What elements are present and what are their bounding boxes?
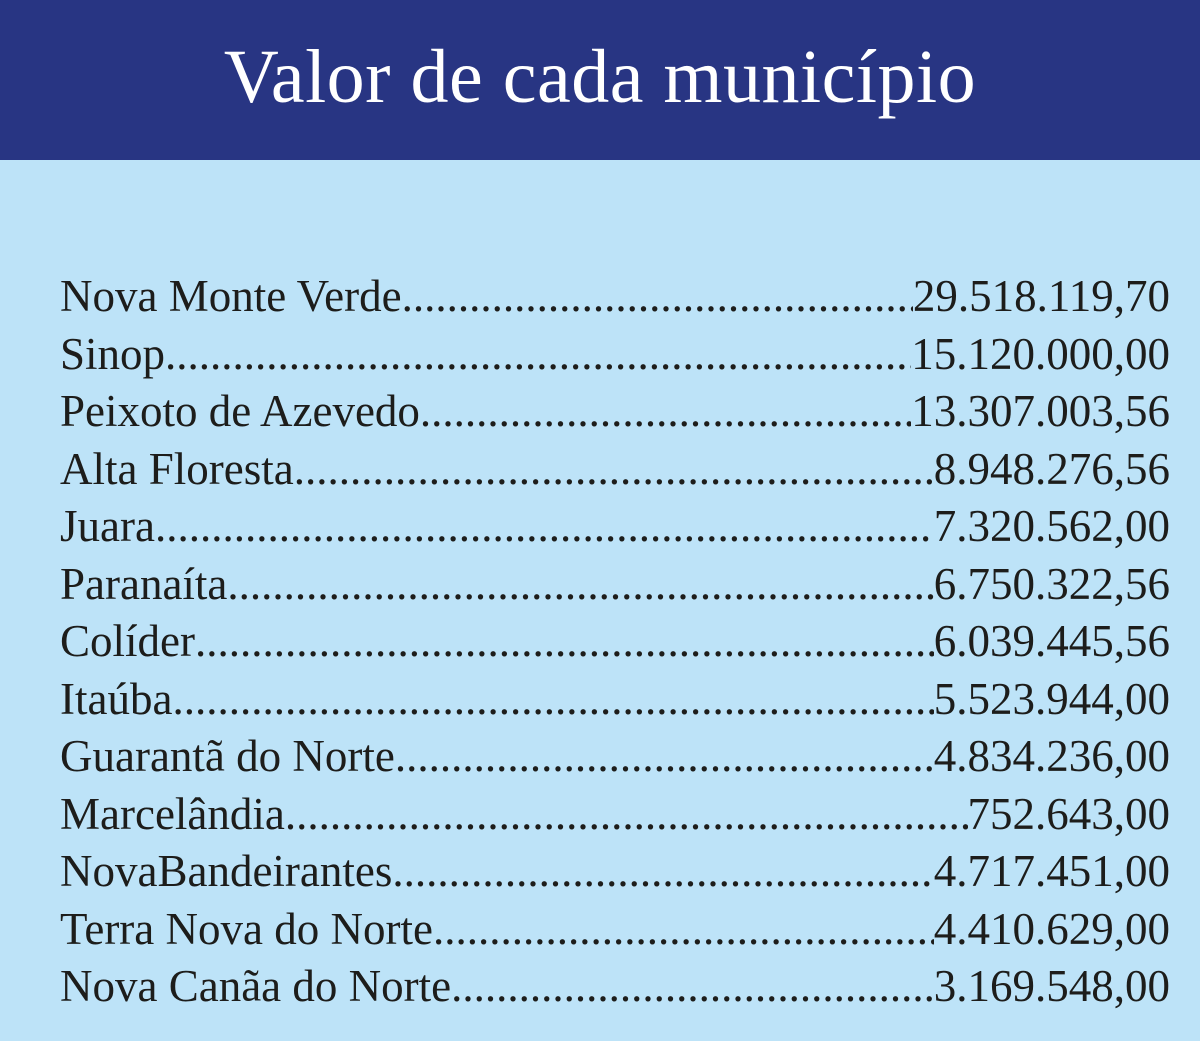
municipality-value: 13.307.003,56 — [911, 386, 1170, 436]
list-item — [60, 270, 1170, 328]
municipality-value: 4.717.451,00 — [933, 846, 1170, 896]
municipality-name: Marcelândia — [60, 788, 285, 839]
municipality-name: NovaBandeirantes — [60, 846, 393, 896]
page-title: Valor de cada município — [223, 35, 977, 119]
list-item — [60, 903, 1170, 961]
municipality-name: Alta Floresta — [60, 443, 294, 494]
list-item — [60, 500, 1170, 558]
list-item — [60, 615, 1170, 673]
municipality-value: 29.518.119,70 — [912, 271, 1170, 321]
municipality-name: Peixoto de Azevedo — [60, 386, 420, 436]
list-item — [60, 328, 1170, 386]
dot-leader — [195, 615, 934, 667]
municipality-name: Nova Monte Verde — [60, 271, 402, 321]
list-item — [60, 730, 1170, 788]
list-item — [60, 845, 1170, 903]
list-item — [60, 788, 1170, 846]
municipality-value: 4.410.629,00 — [933, 903, 1170, 954]
municipality-value: 7.320.562,00 — [933, 501, 1170, 551]
municipality-value: 6.750.322,56 — [933, 558, 1170, 609]
municipality-value: 3.169.548,00 — [933, 961, 1170, 1011]
title-banner — [0, 0, 1200, 160]
dot-leader — [155, 500, 934, 552]
municipality-value: 15.120.000,00 — [911, 328, 1170, 379]
municipality-value: 6.039.445,56 — [933, 616, 1170, 666]
municipality-name: Colíder — [60, 616, 195, 666]
municipality-value: 4.834.236,00 — [933, 731, 1170, 781]
list-item — [60, 443, 1170, 501]
municipality-value-list — [60, 270, 1170, 1018]
dot-leader — [294, 443, 934, 495]
municipality-name: Nova Canãa do Norte — [60, 961, 452, 1011]
list-item — [60, 673, 1170, 731]
municipality-name: Paranaíta — [60, 558, 228, 609]
municipality-name: Juara — [60, 501, 155, 551]
dot-leader — [285, 788, 968, 840]
list-item — [60, 960, 1170, 1018]
dot-leader — [395, 730, 934, 782]
municipality-name: Sinop — [60, 328, 166, 379]
dot-leader — [420, 385, 911, 437]
dot-leader — [165, 328, 911, 380]
municipality-name: Itaúba — [60, 673, 173, 724]
dot-leader — [172, 673, 933, 725]
dot-leader — [451, 960, 934, 1012]
dot-leader — [433, 903, 934, 955]
list-item — [60, 558, 1170, 616]
municipality-value: 752.643,00 — [967, 788, 1170, 839]
municipality-name: Guarantã do Norte — [60, 731, 395, 781]
dot-leader — [402, 270, 913, 322]
municipality-name: Terra Nova do Norte — [60, 903, 433, 954]
municipality-value: 8.948.276,56 — [933, 443, 1170, 494]
dot-leader — [227, 558, 933, 610]
dot-leader — [392, 845, 933, 897]
municipality-value: 5.523.944,00 — [933, 673, 1170, 724]
list-item — [60, 385, 1170, 443]
